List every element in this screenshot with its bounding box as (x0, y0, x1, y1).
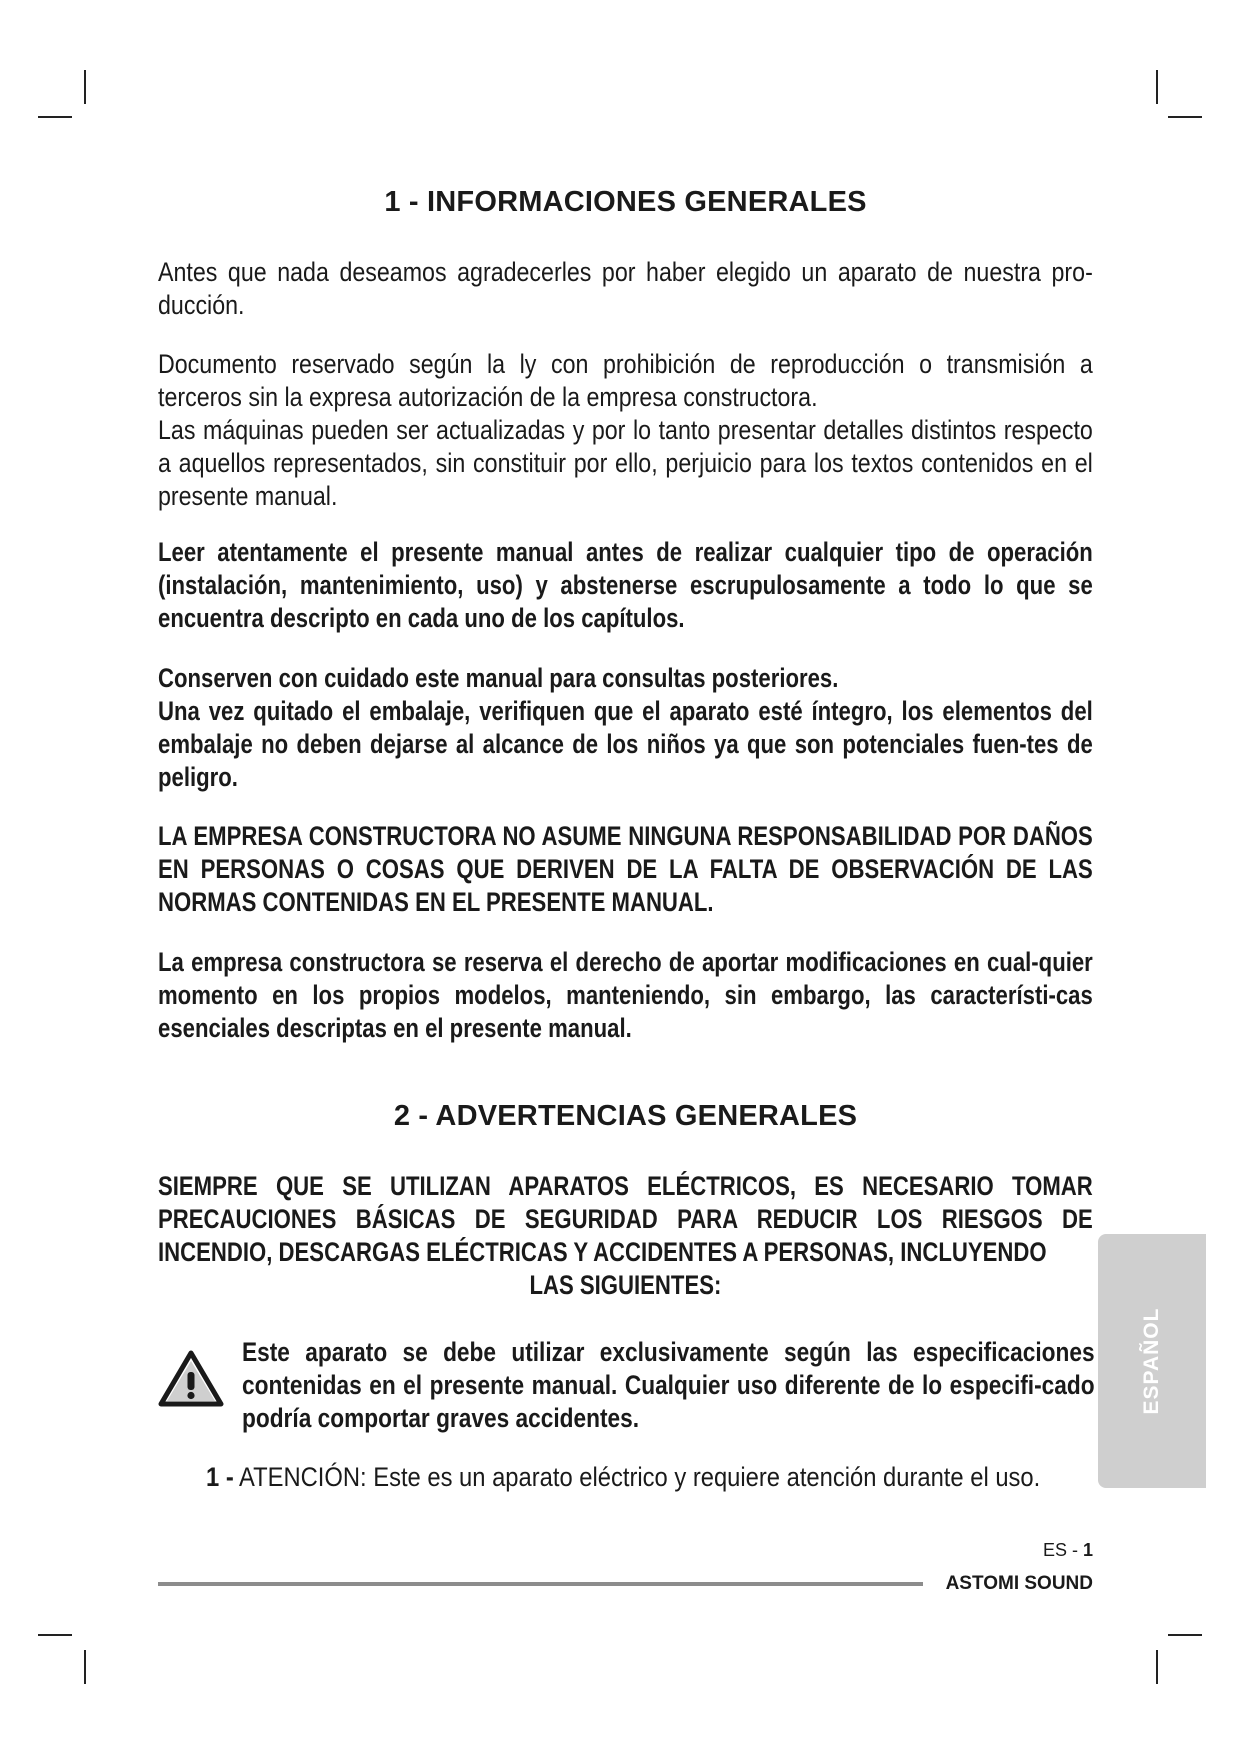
crop-mark-top-left-h (38, 116, 72, 118)
paragraph-updates: Las máquinas pueden ser actualizadas y por lo tanto presentar detalles distintos respecto a aquellos representados, sin constituir por ello, perjuicio para los textos contenidos en el presente manual. (158, 415, 1093, 511)
paragraph-safety-body: SIEMPRE QUE SE UTILIZAN APARATOS ELÉCTRICOS, ES NECESARIO TOMAR PRECAUCIONES BÁSICAS DE SEGURIDAD PARA REDUCIR LOS RIESGOS DE INCENDIO, DESCARGAS ELÉCTRICAS Y ACCIDENTES A PERSONAS, INCLUYENDO (158, 1171, 1093, 1267)
paragraph-reserved: Documento reservado según la ly con prohibición de reproducción o transmisión a terceros sin la expresa autorización de la empresa constructora. (158, 349, 1093, 412)
list-item-text: ATENCIÓN: Este es un aparato eléctrico y requiere atención durante el uso. (239, 1462, 1041, 1492)
footer-rule (158, 1582, 923, 1586)
warning-triangle-icon (158, 1350, 224, 1408)
crop-mark-bottom-left-h (38, 1634, 72, 1636)
crop-mark-bottom-right-v (1156, 1650, 1158, 1684)
paragraph-modifications: La empresa constructora se reserva el derecho de aportar modificaciones en cual-quier momento en los propios modelos, manteniendo, sin embargo, las característi-cas esenciales descriptas en el presente manual. (158, 947, 1093, 1043)
warning-text: Este aparato se debe utilizar exclusivamente según las especificaciones contenidas en el presente manual. Cualquier uso diferente de lo especifi-cado podría comportar graves accidentes. (242, 1337, 1095, 1433)
crop-mark-top-right-v (1156, 70, 1158, 104)
paragraph-keep: Conserven con cuidado este manual para consultas posteriores. (158, 663, 839, 693)
page-number-prefix: ES - (1042, 1540, 1083, 1560)
language-tab-label: ESPAÑOL (1140, 1307, 1163, 1415)
paragraph-safety-last-line: LAS SIGUIENTES: (529, 1270, 722, 1300)
section-title-general-info: 1 - INFORMACIONES GENERALES (384, 186, 867, 218)
section-title-general-warnings: 2 - ADVERTENCIAS GENERALES (393, 1100, 858, 1132)
paragraph-reserved-document (158, 348, 1093, 513)
list-item (206, 1462, 1040, 1493)
paragraph-safety-precautions (158, 1170, 1093, 1302)
list-item-number: 1 - (206, 1462, 234, 1492)
paragraph-unpacking: Una vez quitado el embalaje, verifiquen que el aparato esté íntegro, los elementos del embalaje no deben dejarse al alcance de los niños ya que son potenciales fuen-tes de peligro. (158, 696, 1093, 792)
language-tab (1098, 1234, 1206, 1488)
paragraph-read-manual: Leer atentamente el presente manual antes de realizar cualquier tipo de operación (instalación, mantenimiento, uso) y abstenerse escrupulosamente a todo lo que se encuentra descripto en cada uno de los capítulos. (158, 537, 1093, 633)
brand-name: ASTOMI SOUND (945, 1573, 1093, 1594)
crop-mark-top-right-h (1168, 116, 1202, 118)
crop-mark-bottom-right-h (1168, 1634, 1202, 1636)
page-number-value: 1 (1082, 1540, 1093, 1560)
page-number (1043, 1540, 1093, 1561)
crop-mark-bottom-left-v (84, 1650, 86, 1684)
paragraph-liability: LA EMPRESA CONSTRUCTORA NO ASUME NINGUNA RESPONSABILIDAD POR DAÑOS EN PERSONAS O COSAS QUE DERIVEN DE LA FALTA DE OBSERVACIÓN DE LAS NORMAS CONTENIDAS EN EL PRESENTE MANUAL. (158, 821, 1093, 917)
crop-mark-top-left-v (84, 70, 86, 104)
paragraph-keep-manual (158, 662, 1093, 794)
paragraph-thanks: Antes que nada deseamos agradecerles por haber elegido un aparato de nuestra pro-ducción. (158, 257, 1093, 320)
